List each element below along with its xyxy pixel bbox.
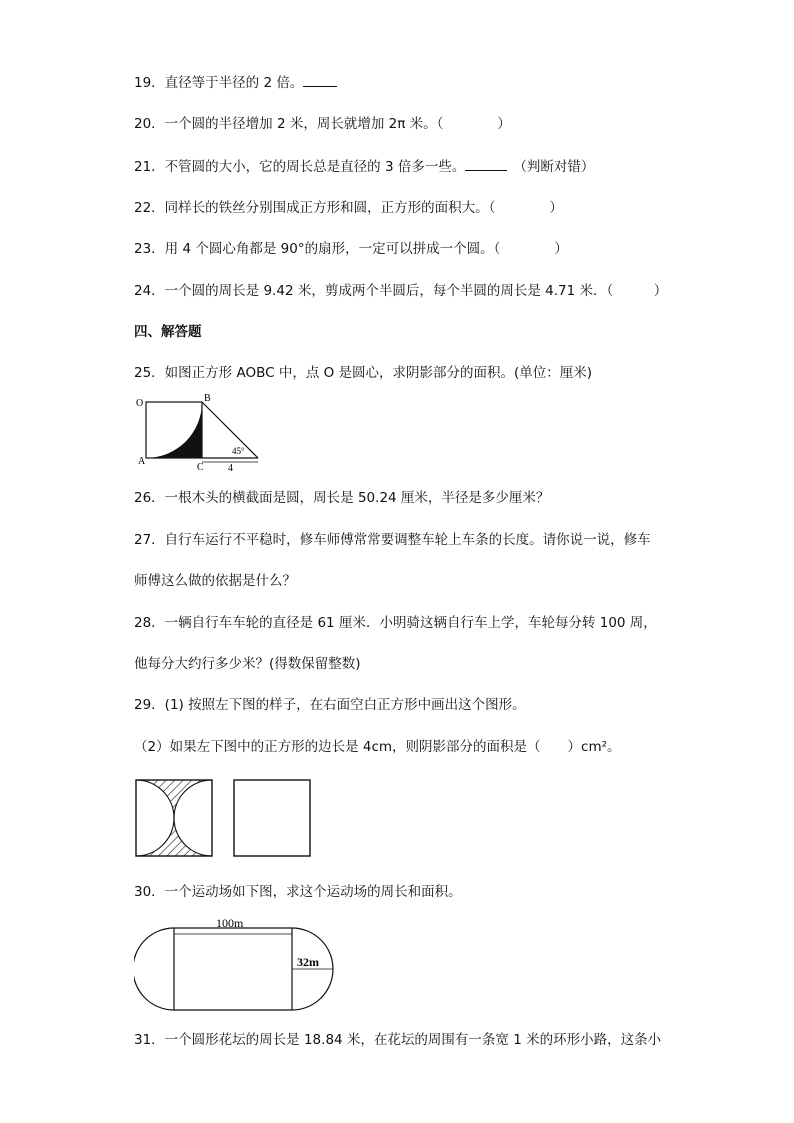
question-28-line-2: [134, 654, 361, 674]
question-21: [134, 156, 594, 177]
shaded-region: [146, 402, 202, 458]
question-21-suffix: （判断对错）: [513, 159, 595, 175]
section-title-text: 四、解答题: [134, 324, 202, 340]
label-a: A: [138, 456, 146, 467]
question-23-text: 23．用 4 个圆心角都是 90°的扇形，一定可以拼成一个圆。（ ）: [134, 241, 568, 257]
question-19: [134, 72, 337, 93]
slant-line: [202, 402, 258, 458]
question-29-line-2: [134, 737, 621, 757]
question-28-text-2: 他每分大约行多少米？(得数保留整数): [134, 656, 361, 672]
label-o: O: [136, 398, 144, 409]
question-20-text: 20．一个圆的半径增加 2 米，周长就增加 2π 米。（ ）: [134, 116, 511, 132]
question-27-line-1: [134, 530, 651, 550]
figure-25: [134, 392, 264, 472]
question-23: [134, 239, 568, 259]
question-30: [134, 882, 462, 902]
question-20: [134, 114, 511, 134]
question-24-text: 24．一个圆的周长是 9.42 米，剪成两个半圆后，每个半圆的周长是 4.71 米．（ ）: [134, 283, 668, 299]
question-25: [134, 363, 592, 383]
label-height: 32m: [297, 955, 319, 969]
question-22: [134, 198, 563, 218]
label-width: 100m: [216, 916, 244, 930]
question-29-text-2: （2）如果左下图中的正方形的边长是 4cm，则阴影部分的面积是（ ）cm²。: [134, 739, 621, 755]
label-c: C: [197, 462, 204, 472]
question-26-text: 26．一根木头的横截面是圆，周长是 50.24 厘米，半径是多少厘米？: [134, 490, 550, 506]
answer-blank[interactable]: [303, 72, 337, 87]
question-27-line-2: [134, 571, 296, 591]
question-28-line-1: [134, 613, 657, 633]
question-31-text: 31．一个圆形花坛的周长是 18.84 米，在花坛的周围有一条宽 1 米的环形小路，这条小: [134, 1032, 662, 1048]
question-26: [134, 488, 549, 508]
blank-square[interactable]: [234, 780, 310, 856]
question-27-text-1: 27．自行车运行不平稳时，修车师傅常常要调整车轮上车条的长度。请你说一说，修车: [134, 532, 651, 548]
question-28-text-1: 28．一辆自行车车轮的直径是 61 厘米．小明骑这辆自行车上学，车轮每分转 100 周，: [134, 615, 657, 631]
label-b: B: [204, 393, 211, 404]
question-31: [134, 1030, 661, 1050]
question-24: [134, 281, 667, 301]
question-22-text: 22．同样长的铁丝分别围成正方形和圆，正方形的面积大。（ ）: [134, 200, 563, 216]
question-29-line-1: [134, 695, 526, 715]
question-27-text-2: 师傅这么做的依据是什么？: [134, 573, 296, 589]
answer-blank[interactable]: [465, 156, 507, 171]
question-30-text: 30．一个运动场如下图，求这个运动场的周长和面积。: [134, 884, 462, 900]
figure-30: [134, 914, 344, 1012]
section-title: [134, 322, 202, 342]
label-length: 4: [228, 463, 233, 472]
figure-29: [134, 778, 314, 860]
label-angle: 45°: [232, 446, 245, 456]
question-21-text: 21．不管圆的大小，它的周长总是直径的 3 倍多一些。: [134, 159, 466, 175]
question-19-text: 19．直径等于半径的 2 倍。: [134, 75, 304, 91]
question-25-text: 25．如图正方形 AOBC 中，点 O 是圆心，求阴影部分的面积。(单位：厘米): [134, 365, 593, 381]
question-29-text-1: 29．(1) 按照左下图的样子，在右面空白正方形中画出这个图形。: [134, 697, 526, 713]
